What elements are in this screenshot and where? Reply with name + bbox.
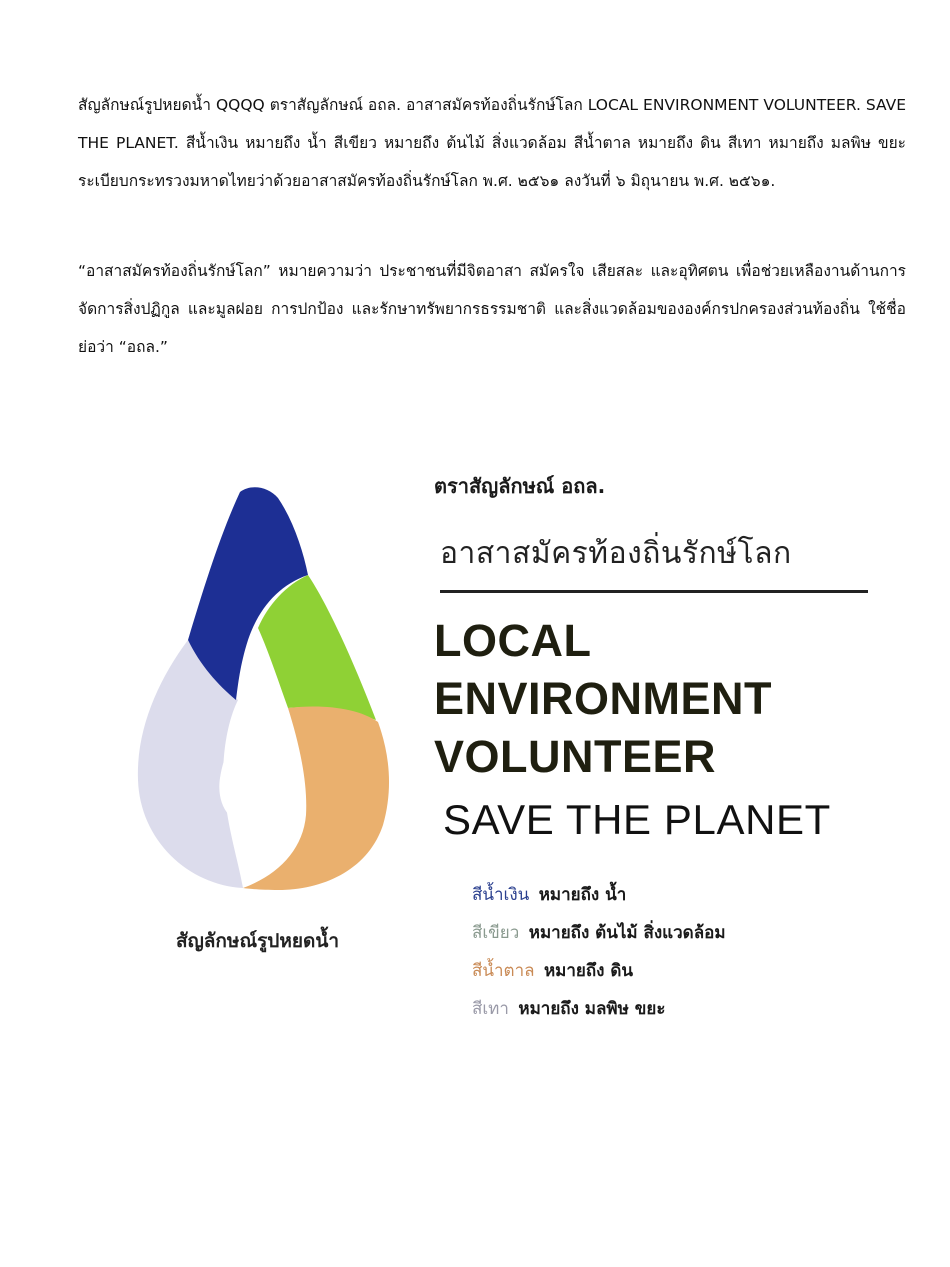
logo-caption: สัญลักษณ์รูปหยดน้ำ [176,930,340,952]
legend-color-name: สีน้ำเงิน [472,885,530,905]
brand-english-line2: ENVIRONMENT [434,673,773,724]
legend-meaning: หมายถึง ต้นไม้ สิ่งแวดล้อม [528,923,726,943]
legend-row-blue [472,876,726,914]
brand-slogan: SAVE THE PLANET [443,796,831,843]
legend-row-brown [472,952,726,990]
brand-thai-name: อาสาสมัครท้องถิ่นรักษ์โลก [440,536,792,571]
legend-color-name: สีเขียว [472,923,520,943]
legend-meaning: หมายถึง มลพิษ ขยะ [518,999,666,1019]
legend-row-green [472,914,726,952]
brand-english-line3: VOLUNTEER [434,731,717,782]
brand-english-line1: LOCAL [434,615,592,666]
legend-color-name: สีน้ำตาล [472,961,535,981]
legend-row-gray [472,990,726,1028]
paragraph-volunteer-definition: “อาสาสมัครท้องถิ่นรักษ์โลก” หมายความว่า ประชาชนที่มีจิตอาสา สมัครใจ เสียสละ และอุทิศตน เพื่อช่วยเหลืองานด้านการจัดการสิ่งปฏิกูล และมูลฝอย การปกป้อง และรักษาทรัพยากรธรรมชาติ และสิ่งแวดล้อมขององค์กรปกครองส่วนท้องถิ่น ใช้ชื่อย่อว่า “อถล.” [78,262,906,356]
brand-english-name [434,612,772,786]
legend-meaning: หมายถึง น้ำ [538,885,627,905]
brand-heading: ตราสัญลักษณ์ อถล. [434,474,606,498]
logo-green-segment [258,575,376,720]
brand-divider [440,590,868,593]
legend-meaning: หมายถึง ดิน [543,961,634,981]
paragraph-logo-description: สัญลักษณ์รูปหยดน้ำ QQQQ ตราสัญลักษณ์ อถล. อาสาสมัครท้องถิ่นรักษ์โลก LOCAL ENVIRONMENT VOLUNTEER. SAVE THE PLANET. สีน้ำเงิน หมายถึง น้ำ สีเขียว หมายถึง ต้นไม้ สิ่งแวดล้อม สีน้ำตาล หมายถึง ดิน สีเทา หมายถึง มลพิษ ขยะ ระเบียบกระทรวงมหาดไทยว่าด้วยอาสาสมัครท้องถิ่นรักษ์โลก พ.ศ. ๒๕๖๑ ลงวันที่ ๖ มิถุนายน พ.ศ. ๒๕๖๑. [78,96,906,190]
legend-color-name: สีเทา [472,999,509,1019]
water-drop-logo [128,480,398,900]
color-legend [472,876,726,1028]
